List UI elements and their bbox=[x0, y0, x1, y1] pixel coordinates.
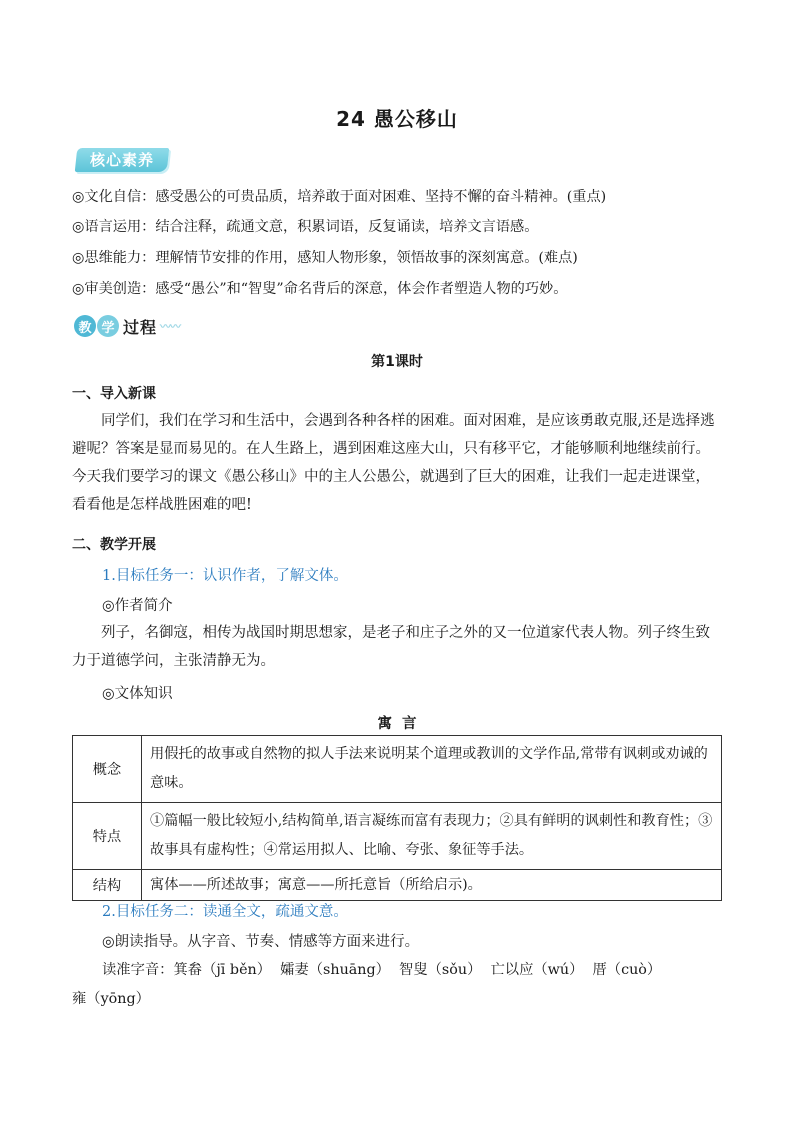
pronunciation-line-1: 读准字音：箕畚（jī běn） 孀妻（shuāng） 智叟（sǒu） 亡以应（wú） 厝（cuò） bbox=[102, 962, 662, 978]
wave-decoration-icon: 〰〰 bbox=[160, 320, 181, 333]
objective-culture: ◎文化自信：感受愚公的可贵品质，培养敢于面对困难、坚持不懈的奋斗精神。(重点) bbox=[72, 189, 607, 205]
table-row bbox=[73, 736, 722, 803]
task-two: 2.目标任务二：读通全文，疏通文意。 bbox=[102, 904, 348, 920]
table-title: 寓 言 bbox=[377, 716, 417, 732]
author-intro-label: ◎作者简介 bbox=[102, 598, 173, 614]
core-literacy-badge-label: 核心素养 bbox=[89, 151, 154, 169]
objective-aesthetic: ◎审美创造：感受“愚公”和“智叟”命名背后的深意，体会作者塑造人物的巧妙。 bbox=[72, 281, 568, 297]
pronunciation-line-2: 雍（yōng） bbox=[72, 991, 150, 1007]
table-value-concept: 用假托的故事或自然物的拟人手法来说明某个道理或教训的文学作品,常带有讽刺或劝诫的意味。 bbox=[142, 736, 722, 803]
table-value-features: ①篇幅一般比较短小,结构简单,语言凝练而富有表现力；②具有鲜明的讽刺性和教育性；③故事具有虚构性；④常运用拟人、比喻、夸张、象征等手法。 bbox=[142, 803, 722, 870]
table-row bbox=[73, 803, 722, 870]
section-heading-teaching: 二、教学开展 bbox=[72, 537, 156, 553]
page-title: 24 愚公移山 bbox=[336, 107, 458, 131]
core-literacy-badge bbox=[75, 148, 170, 172]
objective-language: ◎语言运用：结合注释，疏通文意，积累词语，反复诵读，培养文言语感。 bbox=[72, 219, 539, 235]
task-one: 1.目标任务一：认识作者，了解文体。 bbox=[102, 568, 348, 584]
badge-circle-2: 学 bbox=[97, 315, 119, 337]
reading-guide: ◎朗读指导。从字音、节奏、情感等方面来进行。 bbox=[102, 934, 420, 950]
objective-thinking: ◎思维能力：理解情节安排的作用，感知人物形象，领悟故事的深刻寓意。(难点) bbox=[72, 250, 578, 266]
teaching-process-badge bbox=[74, 313, 180, 339]
lesson-heading: 第1课时 bbox=[371, 354, 423, 370]
intro-paragraph: 同学们，我们在学习和生活中，会遇到各种各样的困难。面对困难，是应该勇敢克服,还是选择逃避呢？答案是显而易见的。在人生路上，遇到困难这座大山，只有移平它，才能够顺利地继续前行。今天我们要学习的课文《愚公移山》中的主人公愚公，就遇到了巨大的困难，让我们一起走进课堂，看看他是怎样战胜困难的吧! bbox=[72, 413, 715, 513]
table-value-structure: 寓体——所述故事；寓意——所托意旨（所给启示)。 bbox=[142, 870, 722, 901]
genre-knowledge-label: ◎文体知识 bbox=[102, 686, 173, 702]
author-paragraph: 列子，名御寇，相传为战国时期思想家，是老子和庄子之外的又一位道家代表人物。列子终生致力于道德学问，主张清静无为。 bbox=[72, 625, 710, 669]
fable-table bbox=[72, 735, 722, 901]
table-label-features: 特点 bbox=[73, 803, 142, 870]
table-row bbox=[73, 870, 722, 901]
section-heading-intro: 一、导入新课 bbox=[72, 386, 156, 402]
table-label-structure: 结构 bbox=[73, 870, 142, 901]
badge-text: 过程 bbox=[123, 317, 158, 337]
table-label-concept: 概念 bbox=[73, 736, 142, 803]
badge-circle-1: 教 bbox=[74, 315, 96, 337]
